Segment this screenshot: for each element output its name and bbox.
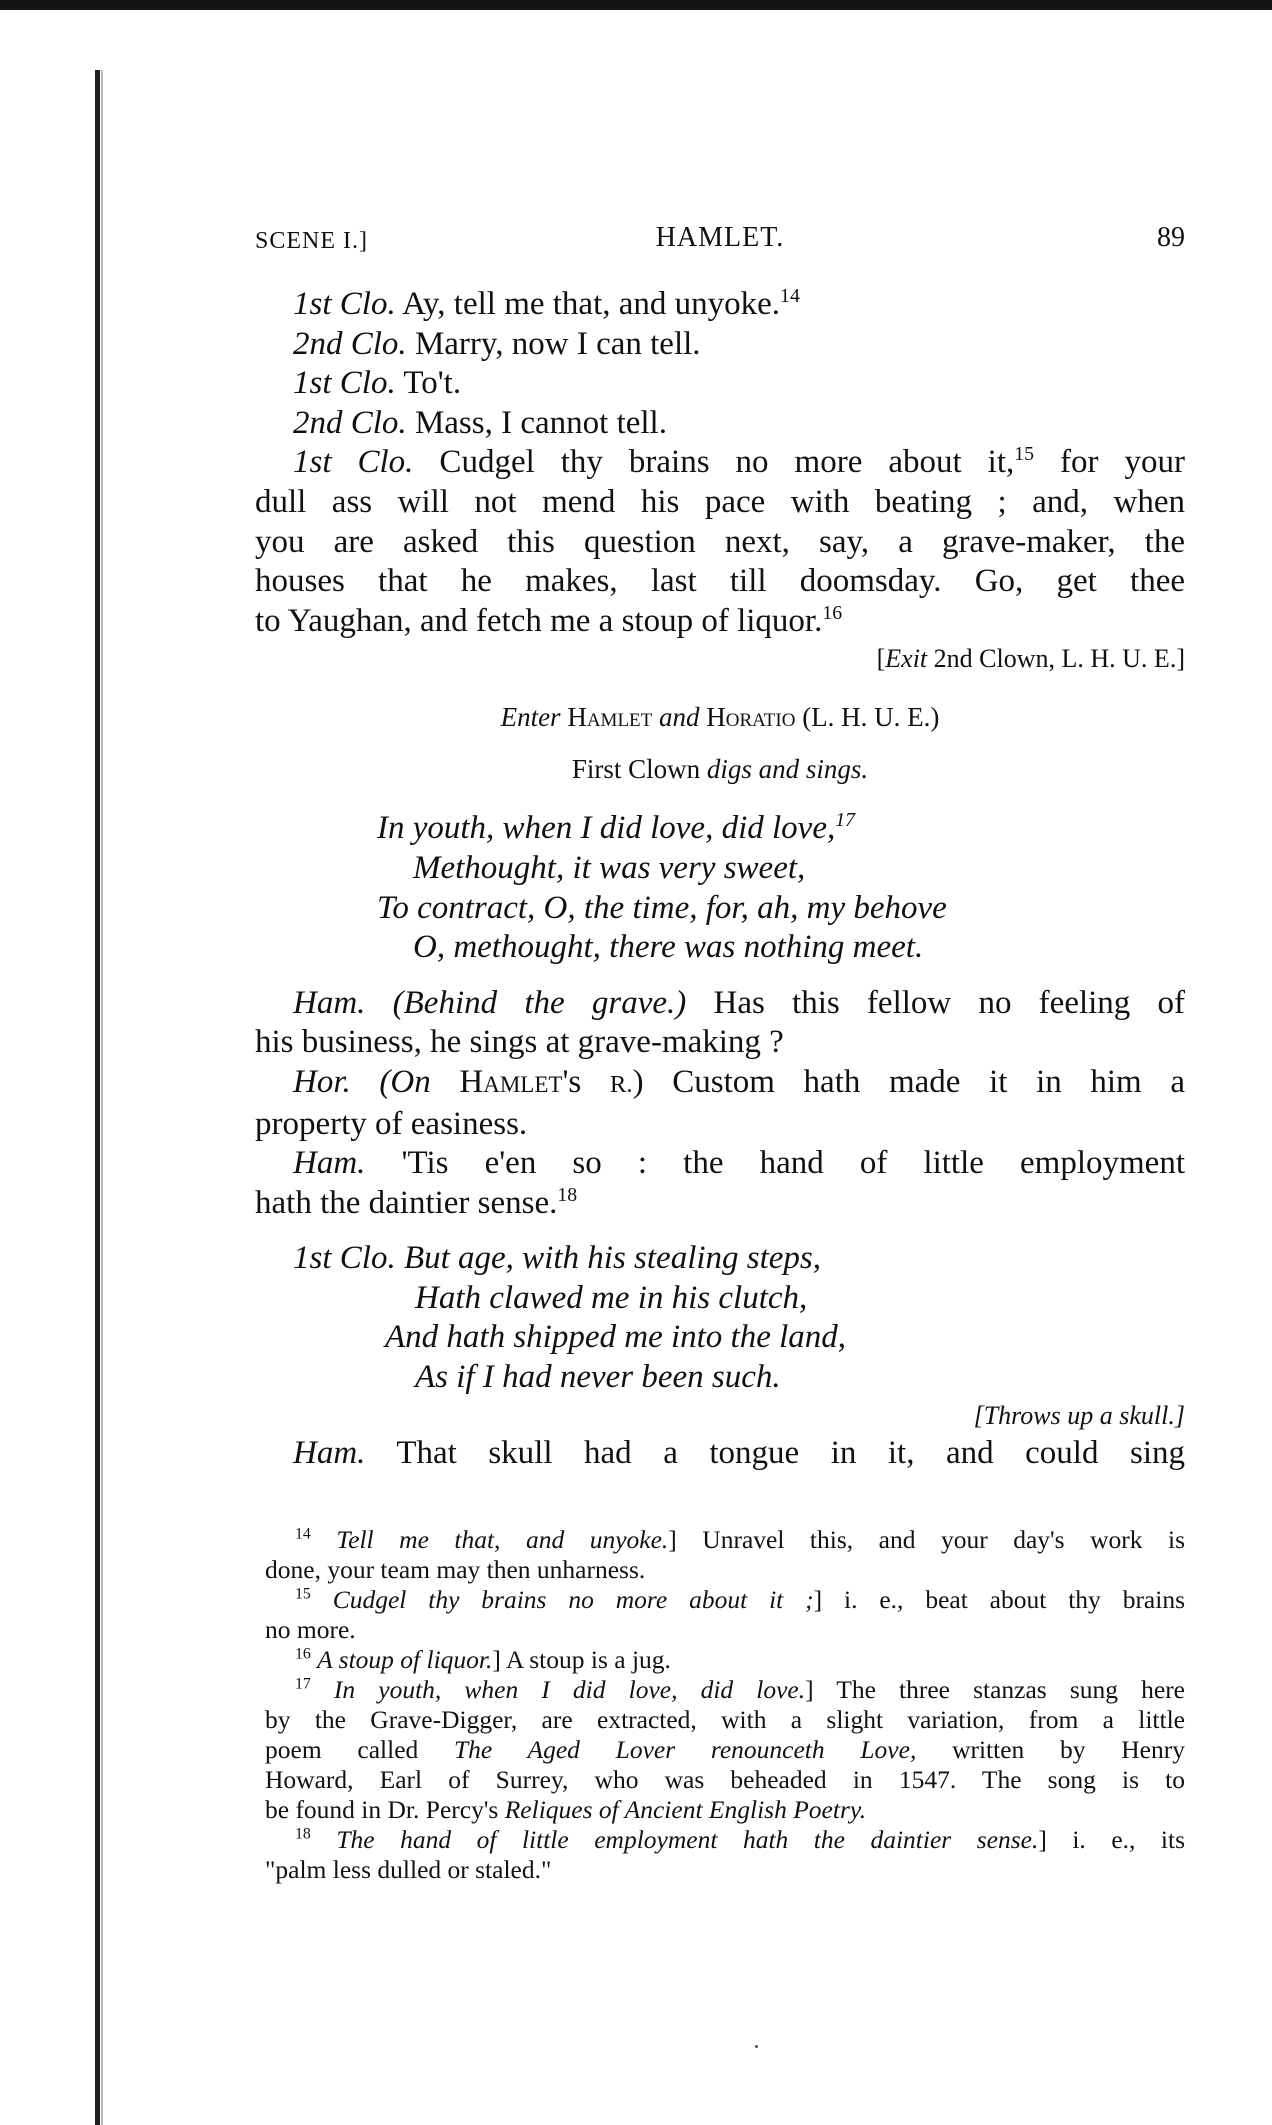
exit-direction: [Exit 2nd Clown, L. H. U. E.] — [876, 644, 1185, 674]
note-ref: 17 — [835, 809, 855, 832]
skull-direction: [Throws up a skull.] — [973, 1400, 1185, 1430]
line-3: 1st Clo. To't. — [293, 365, 462, 402]
spacer — [255, 735, 1185, 751]
song-stanza-2 — [255, 1239, 1185, 1397]
line-2: 2nd Clo. Marry, now I can tell. — [293, 325, 701, 362]
spacer — [255, 1223, 1185, 1239]
footnote-17-l5: be found in Dr. Percy's Reliques of Ancient English Poetry. — [265, 1795, 867, 1824]
footnote-14: $^{14}$ Tell me that, and unyoke.] Unravel this, and your day's work is — [295, 1525, 1186, 1554]
verse-line: To contract, O, the time, for, ah, my behove — [377, 889, 947, 926]
footnote-17-l3: poem called The Aged Lover renounceth Love, written by Henry — [265, 1735, 1185, 1764]
speaker: 1st Clo. — [293, 286, 396, 322]
hamlet-speech-3: Ham. That skull had a tongue in it, and could sing — [293, 1434, 1185, 1471]
stage-direction: (Behind the grave.) — [392, 984, 687, 1021]
speaker: 1st Clo. — [293, 1240, 396, 1277]
note-ref: 16 — [822, 601, 843, 624]
scene-label: SCENE I.] — [255, 228, 368, 254]
book-spine-shadow — [95, 70, 100, 2125]
verse-line: 1st Clo. But age, with his stealing steps, — [293, 1240, 822, 1277]
line-5b: dull ass will not mend his pace with beating ; and, when — [255, 483, 1185, 520]
horatio-speech-a: Hor. (On Hamlet's R.) Custom hath made it in him a — [293, 1063, 1185, 1100]
footnote-17-l4: Howard, Earl of Surrey, who was beheaded in 1547. The song is to — [265, 1765, 1185, 1794]
speaker: 2nd Clo. — [293, 404, 407, 441]
line-5c: you are asked this question next, say, a grave-maker, the — [255, 523, 1185, 560]
footnotes — [265, 1525, 1185, 1885]
line-4: 2nd Clo. Mass, I cannot tell. — [293, 404, 667, 441]
verse-line: In youth, when I did love, did love,$^{17}$ — [377, 809, 855, 847]
play-text — [255, 285, 1185, 1473]
hamlet-speech-1b: his business, he sings at grave-making ? — [255, 1024, 784, 1061]
speaker: Ham. — [293, 1434, 366, 1471]
spacer — [255, 677, 1185, 699]
speaker: Hor. — [293, 1063, 351, 1100]
speaker: 1st Clo. — [293, 365, 396, 402]
hamlet-speech-1a: Ham. (Behind the grave.) Has this fellow no feeling of — [293, 984, 1186, 1021]
speaker: Ham. — [293, 1145, 366, 1182]
note-ref: 14 — [780, 285, 800, 307]
footnote-14-cont: done, your team may then unharness. — [265, 1555, 646, 1584]
line-5e: to Yaughan, and fetch me a stoup of liquor.$^{16}$ — [255, 601, 843, 639]
footnote-18: $^{18}$ The hand of little employment hath the daintier sense.] i. e., its — [295, 1825, 1186, 1854]
line-5a: 1st Clo. Cudgel thy brains no more about it,$^{15}$ for your — [293, 443, 1185, 481]
line-5d: houses that he makes, last till doomsday. Go, get thee — [255, 563, 1185, 600]
note-ref: 15 — [1014, 443, 1035, 466]
running-header — [255, 222, 1185, 262]
spacer — [255, 968, 1185, 984]
verse-line: As if I had never been such. — [415, 1359, 781, 1396]
page-title: HAMLET. — [655, 222, 785, 253]
speaker: 1st Clo. — [293, 444, 414, 481]
verse-line: Hath clawed me in his clutch, — [415, 1279, 808, 1316]
footnote-15: $^{15}$ Cudgel thy brains no more about it ;] i. e., beat about thy brains — [295, 1585, 1186, 1614]
song-stanza-1 — [255, 809, 1185, 967]
verse-line: Methought, it was very sweet, — [413, 849, 806, 886]
page-number: 89 — [1157, 222, 1185, 253]
footnote-16: $^{16}$ A stoup of liquor.] A stoup is a jug. — [295, 1645, 671, 1674]
footnote-17-l2: by the Grave-Digger, are extracted, with a slight variation, from a little — [265, 1705, 1185, 1734]
clown-direction: First Clown digs and sings. — [571, 754, 869, 785]
line-1: 1st Clo. Ay, tell me that, and unyoke.$^{14}$ — [293, 285, 800, 322]
hamlet-speech-2b: hath the daintier sense.$^{18}$ — [255, 1183, 578, 1221]
spacer — [255, 787, 1185, 809]
footnote-15-cont: no more. — [265, 1615, 356, 1644]
horatio-speech-b: property of easiness. — [255, 1105, 528, 1142]
entrance-direction: Enter Hamlet and Horatio (L. H. U. E.) — [500, 702, 940, 733]
note-ref: 18 — [557, 1183, 578, 1206]
book-spine-edge — [101, 70, 103, 2125]
verse-line: And hath shipped me into the land, — [385, 1319, 847, 1356]
book-page — [255, 0, 1185, 2125]
hamlet-speech-2a: Ham. 'Tis e'en so : the hand of little employment — [293, 1145, 1185, 1182]
footnote-18-cont: "palm less dulled or staled." — [265, 1855, 552, 1884]
verse-line: O, methought, there was nothing meet. — [413, 929, 924, 966]
footnote-17: $^{17}$ In youth, when I did love, did love.] The three stanzas sung here — [295, 1675, 1185, 1704]
speaker: Ham. — [293, 984, 366, 1021]
paper-speck — [755, 2045, 758, 2048]
speaker: 2nd Clo. — [293, 325, 407, 362]
